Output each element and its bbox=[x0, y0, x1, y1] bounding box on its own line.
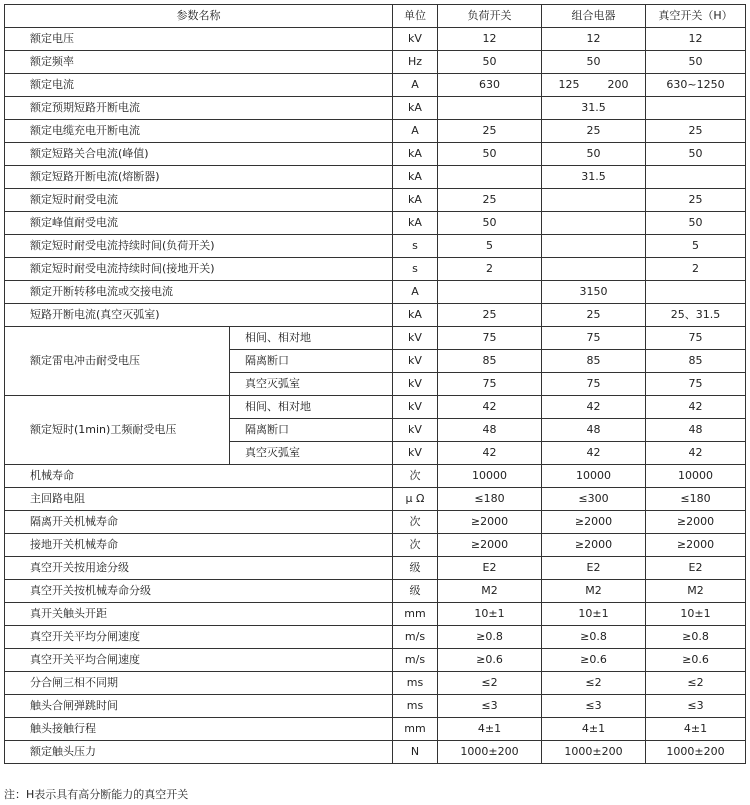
unit-cell: kA bbox=[393, 189, 438, 212]
combined-apparatus-value: 25 bbox=[542, 120, 646, 143]
load-switch-value: 50 bbox=[438, 143, 542, 166]
sub-param-cell: 隔离断口 bbox=[230, 419, 393, 442]
table-row bbox=[5, 603, 746, 626]
table-row bbox=[5, 327, 746, 350]
vacuum-switch-value: 85 bbox=[646, 350, 746, 373]
param-name-cell: 真开关触头开距 bbox=[5, 603, 393, 626]
param-name-cell: 接地开关机械寿命 bbox=[5, 534, 393, 557]
param-name-cell: 额定短时耐受电流持续时间(接地开关) bbox=[5, 258, 393, 281]
vacuum-switch-value: 2 bbox=[646, 258, 746, 281]
load-switch-value: 75 bbox=[438, 373, 542, 396]
load-switch-value: 10±1 bbox=[438, 603, 542, 626]
param-name-cell: 额定预期短路开断电流 bbox=[5, 97, 393, 120]
combined-apparatus-value: ≤300 bbox=[542, 488, 646, 511]
table-row bbox=[5, 281, 746, 304]
parameter-table bbox=[4, 4, 746, 764]
param-name-cell: 真空开关按机械寿命分级 bbox=[5, 580, 393, 603]
unit-cell: m/s bbox=[393, 626, 438, 649]
group-name-cell: 额定短时(1min)工频耐受电压 bbox=[5, 396, 230, 465]
load-switch-value: 48 bbox=[438, 419, 542, 442]
param-name-cell: 真空开关平均合闸速度 bbox=[5, 649, 393, 672]
combined-apparatus-value bbox=[542, 74, 646, 97]
load-switch-value: 1000±200 bbox=[438, 741, 542, 764]
combined-apparatus-value: 75 bbox=[542, 327, 646, 350]
unit-cell: kA bbox=[393, 212, 438, 235]
unit-cell: 级 bbox=[393, 557, 438, 580]
combined-apparatus-value: 50 bbox=[542, 143, 646, 166]
unit-cell: kV bbox=[393, 28, 438, 51]
vacuum-switch-value: 50 bbox=[646, 51, 746, 74]
vacuum-switch-value: 50 bbox=[646, 143, 746, 166]
unit-cell: 级 bbox=[393, 580, 438, 603]
combined-apparatus-value: M2 bbox=[542, 580, 646, 603]
vacuum-switch-value bbox=[646, 281, 746, 304]
table-row bbox=[5, 212, 746, 235]
vacuum-switch-value: 4±1 bbox=[646, 718, 746, 741]
combined-apparatus-value: 31.5 bbox=[542, 166, 646, 189]
vacuum-switch-value: 25、31.5 bbox=[646, 304, 746, 327]
table-row bbox=[5, 28, 746, 51]
unit-cell: N bbox=[393, 741, 438, 764]
combined-apparatus-value: 3150 bbox=[542, 281, 646, 304]
param-name-cell: 额定短路开断电流(熔断器) bbox=[5, 166, 393, 189]
table-row bbox=[5, 488, 746, 511]
table-header-row bbox=[5, 5, 746, 28]
table-row bbox=[5, 51, 746, 74]
load-switch-value: ≤180 bbox=[438, 488, 542, 511]
load-switch-value: 85 bbox=[438, 350, 542, 373]
vacuum-switch-value bbox=[646, 166, 746, 189]
load-switch-value: ≥0.8 bbox=[438, 626, 542, 649]
param-name-cell: 额定开断转移电流或交接电流 bbox=[5, 281, 393, 304]
combined-apparatus-value: 25 bbox=[542, 304, 646, 327]
vacuum-switch-value: 42 bbox=[646, 442, 746, 465]
vacuum-switch-value: 1000±200 bbox=[646, 741, 746, 764]
table-row bbox=[5, 396, 746, 419]
load-switch-value: 25 bbox=[438, 120, 542, 143]
header-unit: 单位 bbox=[393, 5, 438, 28]
load-switch-value bbox=[438, 281, 542, 304]
combined-apparatus-value: 85 bbox=[542, 350, 646, 373]
param-name-cell: 额定电流 bbox=[5, 74, 393, 97]
sub-param-cell: 相间、相对地 bbox=[230, 396, 393, 419]
load-switch-value: 42 bbox=[438, 396, 542, 419]
load-switch-value: ≤3 bbox=[438, 695, 542, 718]
combined-apparatus-value: ≤2 bbox=[542, 672, 646, 695]
load-switch-value: E2 bbox=[438, 557, 542, 580]
unit-cell: kV bbox=[393, 327, 438, 350]
unit-cell: 次 bbox=[393, 534, 438, 557]
unit-cell: A bbox=[393, 74, 438, 97]
table-row bbox=[5, 235, 746, 258]
unit-cell: m/s bbox=[393, 649, 438, 672]
table-row bbox=[5, 511, 746, 534]
vacuum-switch-value: ≥0.8 bbox=[646, 626, 746, 649]
combined-apparatus-value-b: 200 bbox=[607, 78, 629, 91]
load-switch-value: 25 bbox=[438, 304, 542, 327]
sub-param-cell: 真空灭弧室 bbox=[230, 442, 393, 465]
param-name-cell: 额定触头压力 bbox=[5, 741, 393, 764]
combined-apparatus-value: ≤3 bbox=[542, 695, 646, 718]
vacuum-switch-value: 12 bbox=[646, 28, 746, 51]
table-row bbox=[5, 465, 746, 488]
vacuum-switch-value: M2 bbox=[646, 580, 746, 603]
unit-cell: kV bbox=[393, 373, 438, 396]
sub-param-cell: 隔离断口 bbox=[230, 350, 393, 373]
load-switch-value: 4±1 bbox=[438, 718, 542, 741]
param-name-cell: 机械寿命 bbox=[5, 465, 393, 488]
vacuum-switch-value: 10±1 bbox=[646, 603, 746, 626]
table-row bbox=[5, 718, 746, 741]
combined-apparatus-value: ≥2000 bbox=[542, 511, 646, 534]
load-switch-value: 25 bbox=[438, 189, 542, 212]
load-switch-value: M2 bbox=[438, 580, 542, 603]
load-switch-value: 5 bbox=[438, 235, 542, 258]
header-param-name: 参数名称 bbox=[5, 5, 393, 28]
vacuum-switch-value: 10000 bbox=[646, 465, 746, 488]
unit-cell: kV bbox=[393, 419, 438, 442]
combined-apparatus-value: 12 bbox=[542, 28, 646, 51]
unit-cell: kV bbox=[393, 442, 438, 465]
vacuum-switch-value: ≥2000 bbox=[646, 511, 746, 534]
unit-cell: kA bbox=[393, 304, 438, 327]
vacuum-switch-value: 5 bbox=[646, 235, 746, 258]
load-switch-value: 42 bbox=[438, 442, 542, 465]
header-combined-apparatus: 组合电器 bbox=[542, 5, 646, 28]
param-name-cell: 额定短路关合电流(峰值) bbox=[5, 143, 393, 166]
unit-cell: mm bbox=[393, 603, 438, 626]
param-name-cell: 额定短时耐受电流持续时间(负荷开关) bbox=[5, 235, 393, 258]
combined-apparatus-value: 10±1 bbox=[542, 603, 646, 626]
table-row bbox=[5, 74, 746, 97]
vacuum-switch-value: 75 bbox=[646, 327, 746, 350]
param-name-cell: 额定电压 bbox=[5, 28, 393, 51]
param-name-cell: 真空开关平均分闸速度 bbox=[5, 626, 393, 649]
vacuum-switch-value: 25 bbox=[646, 189, 746, 212]
sub-param-cell: 真空灭弧室 bbox=[230, 373, 393, 396]
vacuum-switch-value: 25 bbox=[646, 120, 746, 143]
unit-cell: 次 bbox=[393, 465, 438, 488]
combined-apparatus-value bbox=[542, 258, 646, 281]
footnote: 注：H表示具有高分断能力的真空开关 bbox=[4, 788, 189, 801]
combined-apparatus-value: 75 bbox=[542, 373, 646, 396]
table-row bbox=[5, 166, 746, 189]
vacuum-switch-value: 630~1250 bbox=[646, 74, 746, 97]
load-switch-value: 2 bbox=[438, 258, 542, 281]
param-name-cell: 触头接触行程 bbox=[5, 718, 393, 741]
split-value-group bbox=[542, 74, 645, 96]
table-row bbox=[5, 258, 746, 281]
vacuum-switch-value: ≥2000 bbox=[646, 534, 746, 557]
header-vacuum-switch: 真空开关（H） bbox=[646, 5, 746, 28]
combined-apparatus-value: ≥0.6 bbox=[542, 649, 646, 672]
table-body bbox=[5, 28, 746, 764]
param-name-cell: 额定电缆充电开断电流 bbox=[5, 120, 393, 143]
table-row bbox=[5, 626, 746, 649]
load-switch-value: 12 bbox=[438, 28, 542, 51]
vacuum-switch-value: ≤180 bbox=[646, 488, 746, 511]
combined-apparatus-value: 42 bbox=[542, 396, 646, 419]
sub-param-cell: 相间、相对地 bbox=[230, 327, 393, 350]
param-name-cell: 额定短时耐受电流 bbox=[5, 189, 393, 212]
vacuum-switch-value: 48 bbox=[646, 419, 746, 442]
load-switch-value: ≤2 bbox=[438, 672, 542, 695]
unit-cell: mm bbox=[393, 718, 438, 741]
table-row bbox=[5, 534, 746, 557]
unit-cell: ms bbox=[393, 695, 438, 718]
unit-cell: kA bbox=[393, 97, 438, 120]
load-switch-value bbox=[438, 97, 542, 120]
header-load-switch: 负荷开关 bbox=[438, 5, 542, 28]
load-switch-value: 630 bbox=[438, 74, 542, 97]
combined-apparatus-value: 42 bbox=[542, 442, 646, 465]
load-switch-value: ≥2000 bbox=[438, 511, 542, 534]
load-switch-value: ≥0.6 bbox=[438, 649, 542, 672]
load-switch-value: 50 bbox=[438, 212, 542, 235]
unit-cell: Hz bbox=[393, 51, 438, 74]
combined-apparatus-value: 48 bbox=[542, 419, 646, 442]
vacuum-switch-value: ≥0.6 bbox=[646, 649, 746, 672]
combined-apparatus-value: 4±1 bbox=[542, 718, 646, 741]
group-name-cell: 额定雷电冲击耐受电压 bbox=[5, 327, 230, 396]
combined-apparatus-value: 50 bbox=[542, 51, 646, 74]
table-row bbox=[5, 649, 746, 672]
combined-apparatus-value: 1000±200 bbox=[542, 741, 646, 764]
table-row bbox=[5, 143, 746, 166]
param-name-cell: 短路开断电流(真空灭弧室) bbox=[5, 304, 393, 327]
vacuum-switch-value: ≤3 bbox=[646, 695, 746, 718]
unit-cell: A bbox=[393, 120, 438, 143]
param-name-cell: 主回路电阻 bbox=[5, 488, 393, 511]
table-row bbox=[5, 580, 746, 603]
table-row bbox=[5, 557, 746, 580]
combined-apparatus-value-a: 125 bbox=[558, 78, 580, 91]
unit-cell: kA bbox=[393, 166, 438, 189]
table-row bbox=[5, 120, 746, 143]
unit-cell: μ Ω bbox=[393, 488, 438, 511]
combined-apparatus-value: ≥0.8 bbox=[542, 626, 646, 649]
vacuum-switch-value: ≤2 bbox=[646, 672, 746, 695]
table-row bbox=[5, 695, 746, 718]
combined-apparatus-value: 10000 bbox=[542, 465, 646, 488]
param-name-cell: 额定频率 bbox=[5, 51, 393, 74]
table-row bbox=[5, 97, 746, 120]
unit-cell: kA bbox=[393, 143, 438, 166]
combined-apparatus-value bbox=[542, 212, 646, 235]
vacuum-switch-value: 75 bbox=[646, 373, 746, 396]
unit-cell: kV bbox=[393, 350, 438, 373]
vacuum-switch-value: 50 bbox=[646, 212, 746, 235]
unit-cell: kV bbox=[393, 396, 438, 419]
param-name-cell: 额定峰值耐受电流 bbox=[5, 212, 393, 235]
param-name-cell: 隔离开关机械寿命 bbox=[5, 511, 393, 534]
combined-apparatus-value bbox=[542, 235, 646, 258]
table-row bbox=[5, 672, 746, 695]
load-switch-value: 10000 bbox=[438, 465, 542, 488]
table-row bbox=[5, 304, 746, 327]
vacuum-switch-value: 42 bbox=[646, 396, 746, 419]
table-row bbox=[5, 189, 746, 212]
param-name-cell: 触头合闸弹跳时间 bbox=[5, 695, 393, 718]
vacuum-switch-value: E2 bbox=[646, 557, 746, 580]
unit-cell: 次 bbox=[393, 511, 438, 534]
table-row bbox=[5, 741, 746, 764]
vacuum-switch-value bbox=[646, 97, 746, 120]
unit-cell: ms bbox=[393, 672, 438, 695]
param-name-cell: 分合闸三相不同期 bbox=[5, 672, 393, 695]
combined-apparatus-value bbox=[542, 189, 646, 212]
unit-cell: A bbox=[393, 281, 438, 304]
combined-apparatus-value: E2 bbox=[542, 557, 646, 580]
combined-apparatus-value: 31.5 bbox=[542, 97, 646, 120]
unit-cell: s bbox=[393, 258, 438, 281]
load-switch-value bbox=[438, 166, 542, 189]
param-name-cell: 真空开关按用途分级 bbox=[5, 557, 393, 580]
load-switch-value: 50 bbox=[438, 51, 542, 74]
load-switch-value: 75 bbox=[438, 327, 542, 350]
unit-cell: s bbox=[393, 235, 438, 258]
load-switch-value: ≥2000 bbox=[438, 534, 542, 557]
combined-apparatus-value: ≥2000 bbox=[542, 534, 646, 557]
